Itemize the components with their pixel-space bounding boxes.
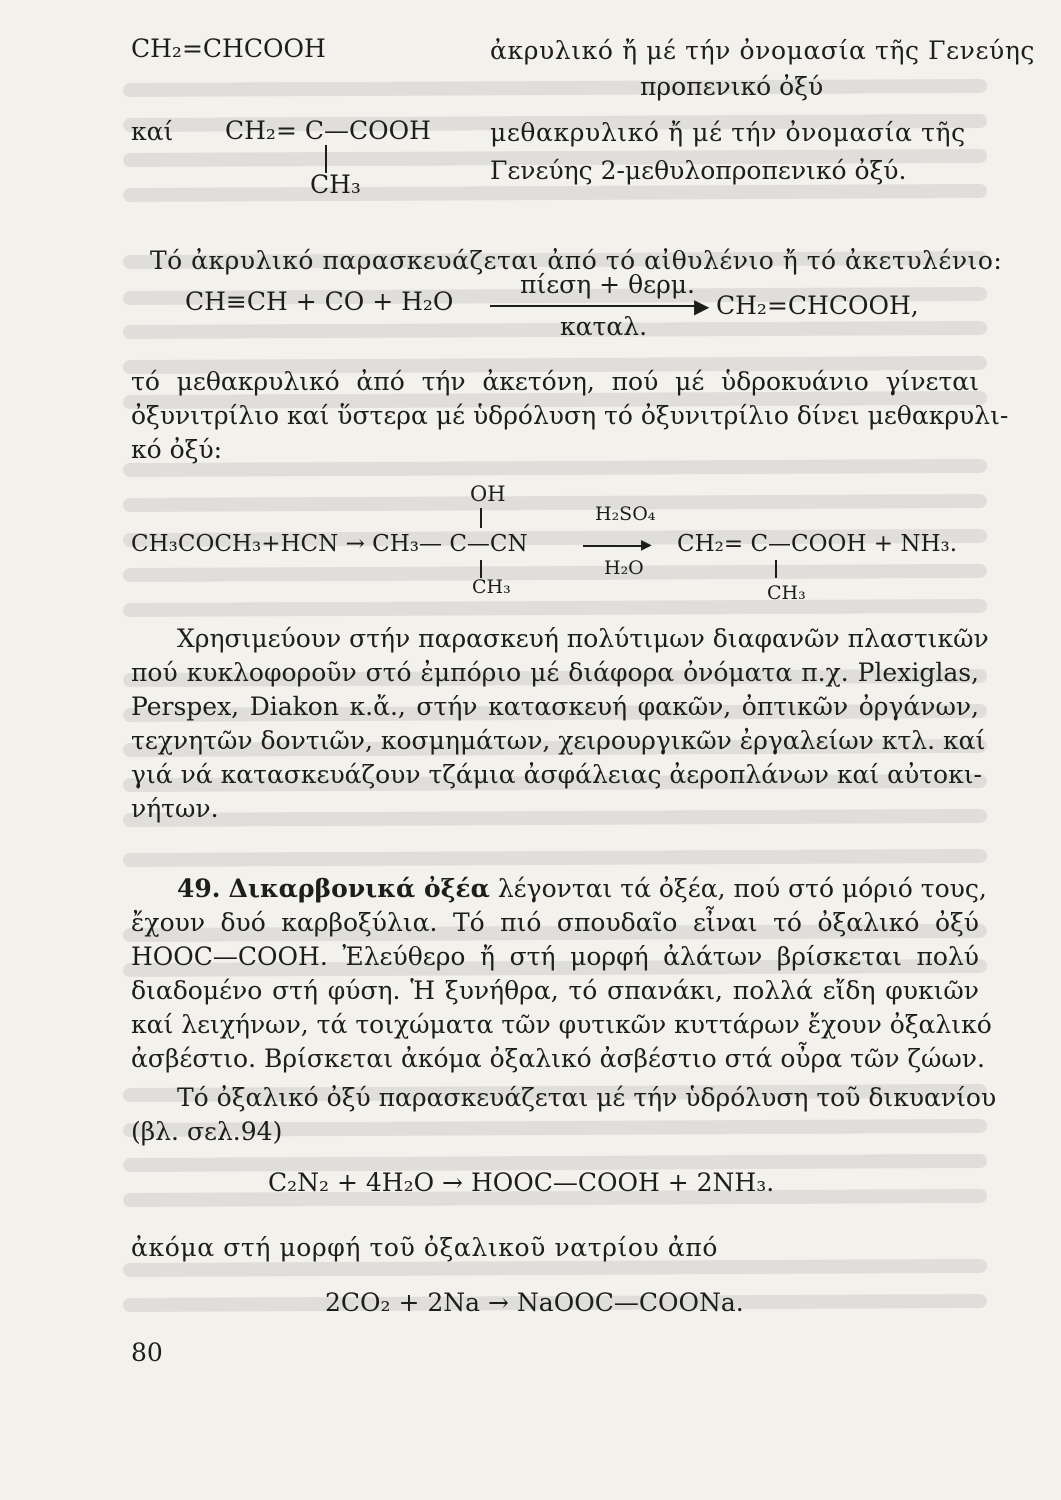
reaction1-product: CH₂=CHCOOH,: [716, 291, 919, 320]
reaction4-equation: 2CO₂ + 2Na → NaOOC—COONa.: [325, 1288, 744, 1317]
sodium-oxalate-line: ἀκόμα στή μορφή τοῦ ὀξαλικοῦ νατρίου ἀπό: [131, 1233, 719, 1262]
section-heading-line: [131, 872, 987, 906]
reaction1-reactants: CH≡CH + CO + H₂O: [185, 287, 454, 316]
acrylic-prep-intro: Τό ἀκρυλικό παρασκευάζεται ἀπό τό αἰθυλένιο ἤ τό ἀκετυλένιο:: [150, 246, 1003, 275]
methacrylic-prep-paragraph: [131, 365, 1009, 467]
reaction2-reagent-bottom: H₂O: [604, 557, 644, 579]
text-line: Perspex, Diakon κ.ἄ., στήν κατασκευή φακῶν, ὀπτικῶν ὀργάνων,: [131, 692, 979, 721]
text-line: νήτων.: [131, 794, 219, 823]
methacrylic-description: μεθακρυλικό ἤ μέ τήν ὀνομασία τῆς: [490, 118, 966, 147]
reaction2-arrow-head: ▶: [641, 537, 652, 553]
text-line: Τό ὀξαλικό ὀξύ παρασκευάζεται μέ τήν ὑδρόλυση τοῦ δικυανίου: [177, 1083, 997, 1112]
text-line: HOOC—COOH. Ἐλεύθερο ἤ στή μορφή ἀλάτων βρίσκεται πολύ: [131, 942, 979, 971]
text-line: τό μεθακρυλικό ἀπό τήν ἀκετόνη, πού μέ ὑδροκυάνιο γίνεται: [131, 367, 979, 396]
text-line: (βλ. σελ.94): [131, 1117, 283, 1146]
acrylic-formula: CH₂=CHCOOH: [131, 34, 326, 63]
uses-paragraph: [131, 622, 989, 826]
reaction2-arrow-line: [583, 545, 649, 547]
reaction2-methyl-right: CH₃: [767, 582, 806, 604]
reaction2-products: CH₂= C—COOH + NH₃.: [677, 531, 958, 557]
oxalic-prep-paragraph: [131, 1081, 997, 1149]
page-number: 80: [131, 1338, 163, 1367]
acrylic-alt-name: προπενικό ὀξύ: [640, 72, 824, 101]
section-title: Δικαρβονικά ὀξέα: [228, 874, 490, 903]
text-line: διαδομένο στή φύση. Ἡ ξυνήθρα, τό σπανάκι, πολλά εἴδη φυκιῶν: [131, 976, 979, 1005]
hydroxyl-bond-line: [480, 508, 482, 528]
text-line: πού κυκλοφοροῦν στό ἐμπόριο μέ διάφορα ὀνόματα π.χ. Plexiglas,: [131, 658, 979, 687]
text-line: Χρησιμεύουν στήν παρασκευή πολύτιμων διαφανῶν πλαστικῶν: [177, 624, 989, 653]
methacrylic-alt-name: Γενεύης 2-μεθυλοπροπενικό ὀξύ.: [490, 156, 907, 185]
section-number: 49.: [177, 874, 221, 903]
text-line: τεχνητῶν δοντιῶν, κοσμημάτων, χειρουργικῶν ἐργαλείων κτλ. καί: [131, 726, 986, 755]
text-line: καί λειχήνων, τά τοιχώματα τῶν φυτικῶν κυττάρων ἔχουν ὀξαλικό: [131, 1010, 992, 1039]
conjunction-and: καί: [131, 117, 174, 146]
reaction1-arrow-head: ▶: [694, 294, 710, 318]
reaction2-reactants: CH₃COCH₃+HCN → CH₃— C—CN: [131, 531, 528, 557]
reaction2-hydroxyl: OH: [470, 482, 506, 506]
methacrylic-formula: CH₂= C—COOH: [225, 116, 431, 145]
text-line: ὀξυνιτρίλιο καί ὕστερα μέ ὑδρόλυση τό ὀξυνιτρίλιο δίνει μεθακρυλι-: [131, 401, 1009, 430]
section-first-line-text: λέγονται τά ὀξέα, πού στό μόριό τους,: [497, 874, 987, 903]
reaction1-condition-bottom: καταλ.: [560, 312, 648, 341]
methyl-bond-line-right: [775, 560, 777, 578]
methacrylic-methyl: CH₃: [310, 170, 361, 199]
reaction3-equation: C₂N₂ + 4H₂O → HOOC—COOH + 2NH₃.: [268, 1168, 775, 1197]
reaction1-condition-top: πίεση + θερμ.: [520, 270, 695, 299]
acrylic-description: ἀκρυλικό ἤ μέ τήν ὀνομασία τῆς Γενεύης: [490, 36, 1036, 65]
reaction2-reagent-top: H₂SO₄: [595, 503, 656, 525]
text-line: γιά νά κατασκευάζουν τζάμια ἀσφάλειας ἀεροπλάνων καί αὐτοκι-: [131, 760, 982, 789]
text-line: ἔχουν δυό καρβοξύλια. Τό πιό σπουδαῖο εἶναι τό ὀξαλικό ὀξύ: [131, 908, 979, 937]
methyl-bond-line: [325, 145, 327, 173]
text-line: κό ὀξύ:: [131, 435, 223, 464]
text-line: ἀσβέστιο. Βρίσκεται ἀκόμα ὀξαλικό ἀσβέστιο στά οὖρα τῶν ζώων.: [131, 1044, 985, 1073]
reaction2-methyl-left: CH₃: [472, 576, 511, 598]
reaction1-arrow-line: [490, 305, 700, 307]
section-49-paragraph: [131, 872, 992, 1076]
